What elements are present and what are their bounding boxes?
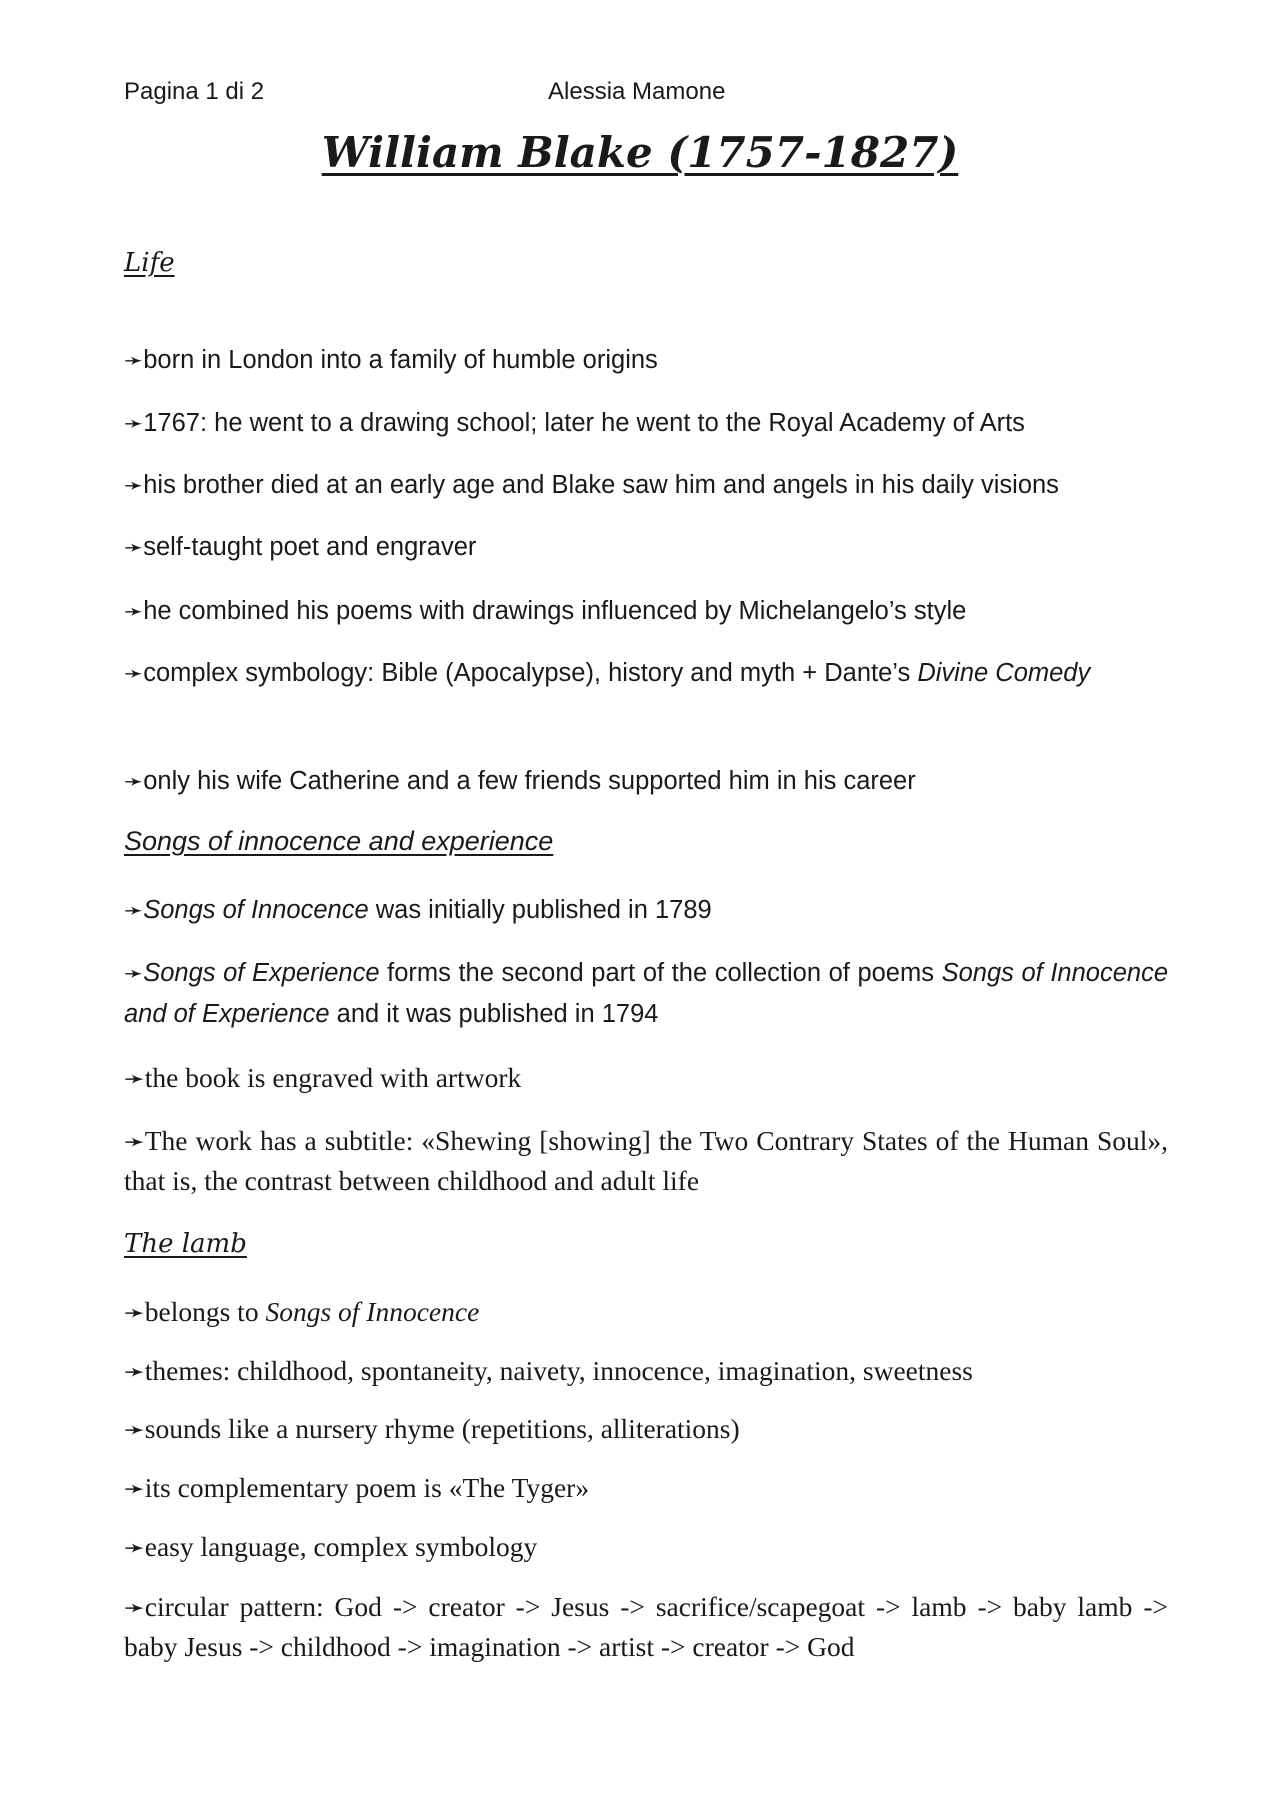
- work-title: Songs of Experience: [143, 959, 380, 987]
- section-heading-songs: Songs of innocence and experience: [124, 826, 554, 856]
- document-title: William Blake (1757-1827): [321, 128, 959, 177]
- list-item: ➛Songs of Experience forms the second part of the collection of poems Songs of Innocence and of Experience and it was published in 1794: [124, 959, 1169, 1028]
- list-item: ➛sounds like a nursery rhyme (repetitions, alliterations): [124, 1413, 740, 1444]
- arrow-bullet-icon: ➛: [124, 960, 144, 986]
- list-item: ➛its complementary poem is «The Tyger»: [124, 1472, 590, 1503]
- list-item: ➛Songs of Innocence was initially published in 1789: [124, 896, 712, 924]
- list-item: ➛themes: childhood, spontaneity, naivety, innocence, imagination, sweetness: [124, 1355, 973, 1386]
- arrow-bullet-icon: ➛: [124, 1595, 145, 1622]
- arrow-bullet-icon: ➛: [124, 472, 144, 498]
- section-heading-life: Life: [124, 248, 175, 278]
- list-item: ➛belongs to Songs of Innocence: [124, 1296, 480, 1327]
- list-item: ➛born in London into a family of humble origins: [124, 346, 658, 374]
- arrow-bullet-icon: ➛: [124, 1129, 145, 1156]
- arrow-bullet-icon: ➛: [124, 534, 144, 560]
- list-item: ➛the book is engraved with artwork: [124, 1062, 522, 1093]
- arrow-bullet-icon: ➛: [124, 768, 144, 794]
- work-title: Divine Comedy: [917, 659, 1091, 687]
- arrow-bullet-icon: ➛: [124, 347, 144, 373]
- arrow-bullet-icon: ➛: [124, 660, 144, 686]
- list-item: ➛circular pattern: God -> creator -> Jesus -> sacrifice/scapegoat -> lamb -> baby lamb -> baby Jesus -> childhood -> imagination -> artist -> creator -> God: [124, 1591, 1168, 1662]
- page-number: Pagina 1 di 2: [124, 78, 265, 105]
- arrow-bullet-icon: ➛: [124, 1359, 145, 1386]
- arrow-bullet-icon: ➛: [124, 1300, 145, 1327]
- page-header: [124, 78, 1156, 110]
- list-item: ➛his brother died at an early age and Blake saw him and angels in his daily visions: [124, 471, 1059, 499]
- list-item: ➛complex symbology: Bible (Apocalypse), history and myth + Dante’s Divine Comedy: [124, 659, 1091, 687]
- arrow-bullet-icon: ➛: [124, 598, 144, 624]
- list-item: ➛The work has a subtitle: «Shewing [showing] the Two Contrary States of the Human Soul», that is, the contrast between childhood and adult life: [124, 1125, 1168, 1196]
- arrow-bullet-icon: ➛: [124, 410, 144, 436]
- author-name: Alessia Mamone: [548, 78, 726, 105]
- arrow-bullet-icon: ➛: [124, 1066, 145, 1093]
- work-title: Songs of Innocence and of Experience: [124, 959, 1169, 1028]
- list-item: ➛self-taught poet and engraver: [124, 533, 477, 561]
- list-item: ➛easy language, complex symbology: [124, 1531, 538, 1562]
- list-item: ➛1767: he went to a drawing school; later he went to the Royal Academy of Arts: [124, 409, 1025, 437]
- list-item: ➛he combined his poems with drawings influenced by Michelangelo’s style: [124, 597, 967, 625]
- work-title: Songs of Innocence: [265, 1296, 480, 1327]
- arrow-bullet-icon: ➛: [124, 897, 144, 923]
- arrow-bullet-icon: ➛: [124, 1417, 145, 1444]
- work-title: Songs of Innocence: [143, 896, 369, 924]
- arrow-bullet-icon: ➛: [124, 1535, 145, 1562]
- section-heading-lamb: The lamb: [124, 1229, 247, 1259]
- arrow-bullet-icon: ➛: [124, 1476, 145, 1503]
- list-item: ➛only his wife Catherine and a few friends supported him in his career: [124, 767, 916, 795]
